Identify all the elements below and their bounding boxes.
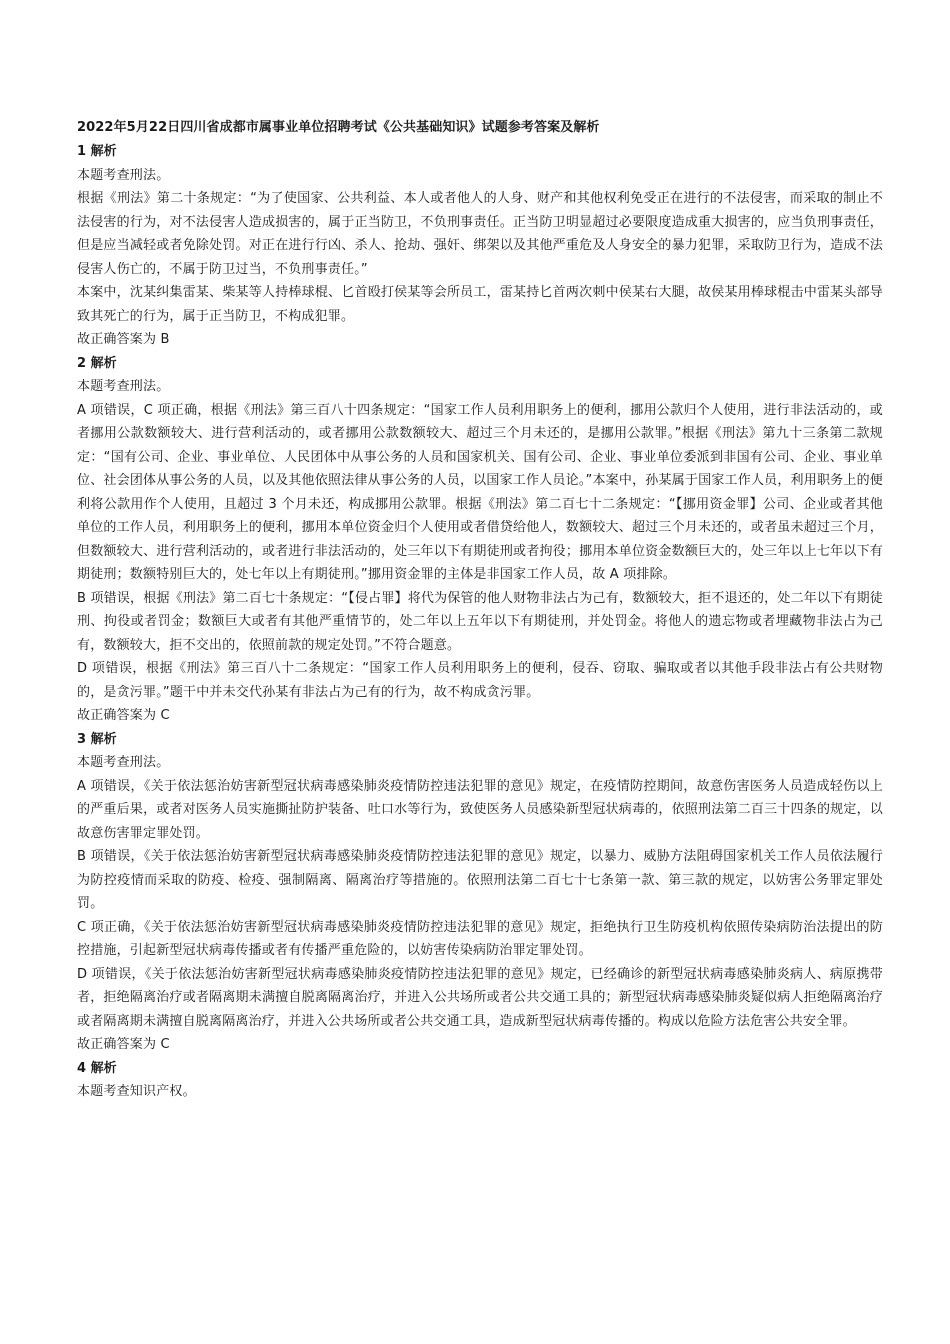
section-1 — [77, 140, 883, 352]
paragraph: 本案中，沈某纠集雷某、柴某等人持棒球棍、匕首殴打侯某等会所员工，雷某持匕首两次刺中侯某右大腿，故侯某用棒球棍击中雷某头部导致其死亡的行为，属于正当防卫，不构成犯罪。 — [77, 285, 883, 324]
paragraph: 本题考查刑法。 — [77, 755, 170, 770]
paragraph: 本题考查刑法。 — [77, 167, 170, 183]
paragraph: 根据《刑法》第二十条规定：“为了使国家、公共利益、本人或者他人的人身、财产和其他权利免受正在进行的不法侵害，而采取的制止不法侵害的行为，对不法侵害人造成损害的，属于正当防卫，不负刑事责任。正当防卫明显超过必要限度造成重大损害的，应当负刑事责任，但是应当减轻或者免除处罚。对正在进行行凶、杀人、抢劫、强奸、绑架以及其他严重危及人身安全的暴力犯罪，采取防卫行为，造成不法侵害人伤亡的，不属于防卫过当，不负刑事责任。” — [77, 191, 883, 277]
section-4 — [77, 1057, 883, 1104]
paragraph: 本题考查知识产权。 — [77, 1084, 196, 1099]
section-3 — [77, 728, 883, 1057]
paragraph: D 项错误，根据《刑法》第三百八十二条规定：“国家工作人员利用职务上的便利，侵吞、窃取、骗取或者以其他手段非法占有公共财物的，是贪污罪。”题干中并未交代孙某有非法占为己有的行为，故不构成贪污罪。 — [77, 661, 884, 700]
paragraph: C 项正确，《关于依法惩治妨害新型冠状病毒感染肺炎疫情防控违法犯罪的意见》规定，拒绝执行卫生防疫机构依照传染病防治法提出的防控措施，引起新型冠状病毒传播或者有传播严重危险的，以妨害传染病防治罪定罪处罚。 — [77, 919, 883, 958]
document-page — [77, 116, 883, 1104]
paragraph: B 项错误，《关于依法惩治妨害新型冠状病毒感染肺炎疫情防控违法犯罪的意见》规定，以暴力、威胁方法阻碍国家机关工作人员依法履行为防控疫情而采取的防疫、检疫、强制隔离、隔离治疗等措施的。依照刑法第二百七十七条第一款、第三款的规定，以妨害公务罪定罪处罚。 — [77, 849, 883, 911]
section-heading: 1 解析 — [77, 144, 117, 159]
document-title: 2022年5月22日四川省成都市属事业单位招聘考试《公共基础知识》试题参考答案及解析 — [77, 120, 600, 135]
paragraph: B 项错误，根据《刑法》第二百七十条规定：“【侵占罪】将代为保管的他人财物非法占为己有，数额较大，拒不退还的，处二年以下有期徒刑、拘役或者罚金；数额巨大或者有其他严重情节的，处二年以上五年以下有期徒刑，并处罚金。将他人的遗忘物或者埋藏物非法占为己有，数额较大，拒不交出的，依照前款的规定处罚。”不符合题意。 — [77, 590, 883, 653]
section-2 — [77, 352, 883, 728]
answer-line: 故正确答案为 B — [77, 332, 170, 347]
paragraph: 本题考查刑法。 — [77, 379, 170, 394]
paragraph: A 项错误，《关于依法惩治妨害新型冠状病毒感染肺炎疫情防控违法犯罪的意见》规定，在疫情防控期间，故意伤害医务人员造成轻伤以上的严重后果，或者对医务人员实施撕扯防护装备、吐口水等行为，致使医务人员感染新型冠状病毒的，依照刑法第二百三十四条的规定，以故意伤害罪定罪处罚。 — [77, 778, 883, 841]
paragraph: D 项错误，《关于依法惩治妨害新型冠状病毒感染肺炎疫情防控违法犯罪的意见》规定，已经确诊的新型冠状病毒感染肺炎病人、病原携带者，拒绝隔离治疗或者隔离期未满擅自脱离隔离治疗，并进入公共场所或者公共交通工具的；新型冠状病毒感染肺炎疑似病人拒绝隔离治疗或者隔离期未满擅自脱离隔离治疗，并进入公共场所或者公共交通工具，造成新型冠状病毒传播的。构成以危险方法危害公共安全罪。 — [77, 966, 883, 1029]
answer-line: 故正确答案为 C — [77, 708, 170, 723]
section-heading: 4 解析 — [77, 1060, 117, 1076]
answer-line: 故正确答案为 C — [77, 1037, 170, 1052]
paragraph: A 项错误，C 项正确，根据《刑法》第三百八十四条规定：“国家工作人员利用职务上的便利，挪用公款归个人使用，进行非法活动的，或者挪用公款数额较大、进行营利活动的，或者挪用公款数额较大、超过三个月未还的，是挪用公款罪。”根据《刑法》第九十三条第二款规定：“国有公司、企业、事业单位、人民团体中从事公务的人员和国家机关、国有公司、企业、事业单位委派到非国有公司、企业、事业单位、社会团体从事公务的人员，以及其他依照法律从事公务的人员，以国家工作人员论。”本案中，孙某属于国家工作人员，利用职务上的便利将公款用作个人使用，且超过 3 个月未还，构成挪用公款罪。根据《刑法》第二百七十二条规定：“【挪用资金罪】公司、企业或者其他单位的工作人员，利用职务上的便利，挪用本单位资金归个人使用或者借贷给他人，数额较大、超过三个月未还的，或者虽未超过三个月，但数额较大、进行营利活动的，或者进行非法活动的，处三年以下有期徒刑或者拘役；挪用本单位资金数额巨大的，处三年以上七年以下有期徒刑；数额特别巨大的，处七年以上有期徒刑。”挪用资金罪的主体是非国家工作人员，故 A 项排除。 — [77, 402, 883, 582]
section-heading: 3 解析 — [77, 731, 117, 747]
section-heading: 2 解析 — [77, 355, 117, 371]
